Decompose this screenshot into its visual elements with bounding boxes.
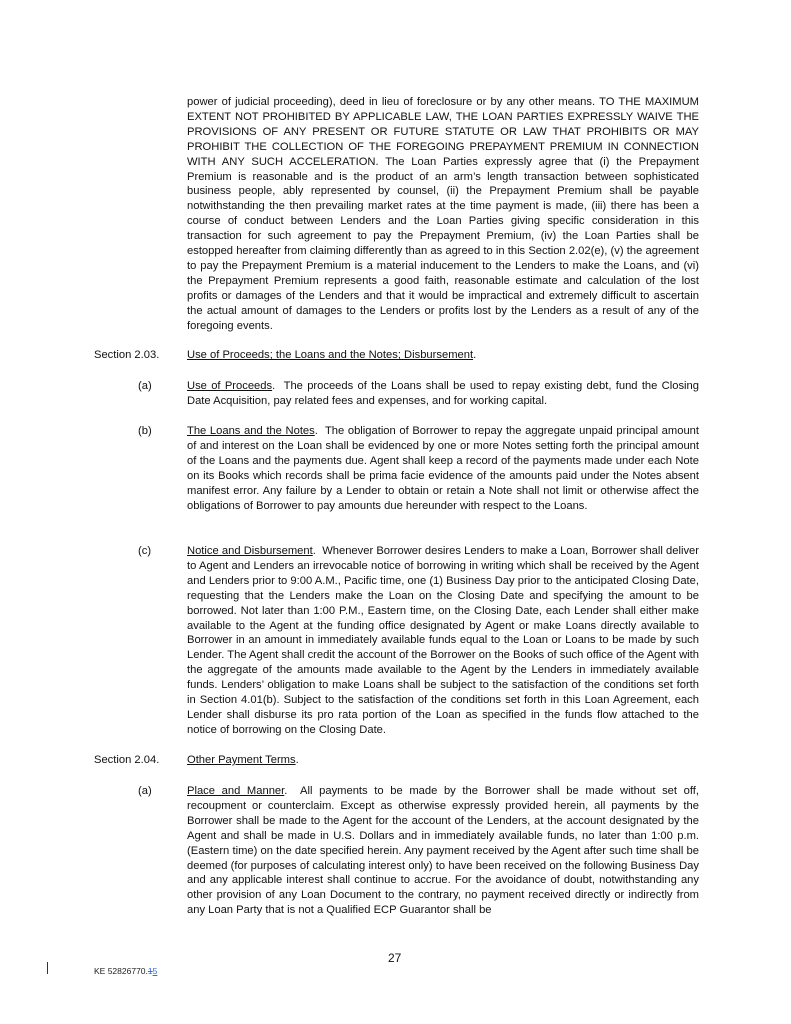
item-heading: Place and Manner bbox=[187, 785, 285, 797]
section-title: Other Payment Terms. bbox=[187, 754, 299, 766]
item-body: Whenever Borrower desires Lenders to make a Loan, Borrower shall deliver to Agent and Lenders an irrevocable notice of borrowing in writing which shall be received by the Agent and Lenders prior to 9:00 A.M., Pacific time, one (1) Business Day prior to the anticipated Closing Date, requesting that the Lenders make the Loan on the Closing Date and specifying the amount to be borrowed. Not later than 1:00 P.M., Eastern time, on the Closing Date, each Lender shall either make available to the Agent at the funding office designated by Agent or make Loans directly available to Borrower in an amount in immediately available funds equal to the Loan or Loans to be made by such Lender. The Agent shall credit the account of the Borrower on the Books of such office of the Agent with the aggregate of the amounts made available to the Agent by the Lenders in immediately available funds. Lenders’ obligation to make Loans shall be subject to the satisfaction of the conditions set forth in Section 4.01(b). Subject to the satisfaction of the conditions set forth in this Loan Agreement, each Lender shall disburse its pro rata portion of the Loan as specified in the funds flow attached to the notice of borrowing on the Closing Date. bbox=[187, 545, 700, 736]
item-heading: Notice and Disbursement bbox=[187, 545, 313, 557]
change-bar bbox=[47, 962, 48, 974]
item-body: The obligation of Borrower to repay the aggregate unpaid principal amount of and interest on the Loan shall be evidenced by one or more Notes setting forth the principal amount of the Loans and the payments due. Agent shall keep a record of the payments made under each Note on its Books which records shall be prima facie evidence of the amounts paid under the Notes absent manifest error. Any failure by a Lender to obtain or retain a Note shall not limit or otherwise affect the obligations of Borrower to pay amounts due hereunder with respect to the Loans. bbox=[187, 425, 700, 512]
item-body: All payments to be made by the Borrower shall be made without set off, recoupment or counterclaim. Except as otherwise expressly provided herein, all payments by the Borrower shall be made to the Agent for the account of the Lenders, at the account designated by the Agent and shall be made in U.S. Dollars and in immediately available funds, no later than 1:00 p.m. (Eastern time) on the date specified herein. Any payment received by the Agent after such time shall be deemed (for purposes of calculating interest only) to have been received on the following Business Day and any applicable interest shall continue to accrue. For the avoidance of doubt, notwithstanding any other provision of any Loan Document to the contrary, no payment received directly or indirectly from any Loan Party that is not a Qualified ECP Guarantor shall be bbox=[187, 785, 699, 917]
item-paragraph-notice-and-disbursement: Notice and Disbursement. Whenever Borrower desires Lenders to make a Loan, Borrower shall deliver to Agent and Lenders an irrevocable notice of borrowing in writing which shall be received by the Agent and Lenders prior to 9:00 A.M., Pacific time, one (1) Business Day prior to the anticipated Closing Date, requesting that the Lenders make the Loan on the Closing Date and specifying the amount to be borrowed. Not later than 1:00 P.M., Eastern time, on the Closing Date, each Lender shall either make available to the Agent at the funding office designated by Agent or make Loans directly available to Borrower in an amount in immediately available funds equal to the Loan or Loans to be made by such Lender. The Agent shall credit the account of the Borrower on the Books of such office of the Agent with the aggregate of the amounts made available to the Agent by the Lenders in immediately available funds. Lenders’ obligation to make Loans shall be subject to the satisfaction of the conditions set forth in Section 4.01(b). Subject to the satisfaction of the conditions set forth in this Loan Agreement, each Lender shall disburse its pro rata portion of the Loan as specified in the funds flow attached to the notice of borrowing on the Closing Date. bbox=[187, 545, 700, 736]
section-2-04-heading bbox=[94, 753, 704, 768]
revision-new: 5 bbox=[152, 966, 158, 976]
revision-old: 1 bbox=[147, 966, 153, 976]
item-heading: Use of Proceeds bbox=[187, 380, 273, 392]
section-number: Section 2.04. bbox=[94, 754, 160, 766]
item-paragraph-loans-and-notes: The Loans and the Notes. The obligation of Borrower to repay the aggregate unpaid principal amount of and interest on the Loan shall be evidenced by one or more Notes setting forth the principal amount of the Loans and the payments due. Agent shall keep a record of the payments made under each Note on its Books which records shall be prima facie evidence of the amounts paid under the Notes absent manifest error. Any failure by a Lender to obtain or retain a Note shall not limit or otherwise affect the obligations of Borrower to pay amounts due hereunder with respect to the Loans. bbox=[187, 425, 700, 512]
item-heading: The Loans and the Notes bbox=[187, 425, 315, 437]
item-label: (a) bbox=[138, 785, 152, 797]
item-label: (b) bbox=[138, 425, 152, 437]
section-2-03-heading bbox=[94, 348, 704, 363]
section-number: Section 2.03. bbox=[94, 349, 160, 361]
section-title: Use of Proceeds; the Loans and the Notes; Disbursement. bbox=[187, 349, 477, 361]
item-label: (a) bbox=[138, 380, 152, 392]
item-label: (c) bbox=[138, 545, 152, 557]
page-number: 27 bbox=[388, 951, 402, 965]
continuation-paragraph: power of judicial proceeding), deed in lieu of foreclosure or by any other means. TO THE MAXIMUM EXTENT NOT PROHIBITED BY APPLICABLE LAW, THE LOAN PARTIES EXPRESSLY WAIVE THE PROVISIONS OF ANY PRESENT OR FUTURE STATUTE OR LAW THAT PROHIBITS OR MAY PROHIBIT THE COLLECTION OF THE FOREGOING PREPAYMENT PREMIUM IN CONNECTION WITH ANY SUCH ACCELERATION. The Loan Parties expressly agree that (i) the Prepayment Premium is reasonable and is the product of an arm’s length transaction between sophisticated business people, ably represented by counsel, (ii) the Prepayment Premium shall be payable notwithstanding the then prevailing market rates at the time payment is made, (iii) there has been a course of conduct between Lenders and the Loan Parties giving specific consideration in this transaction for such agreement to pay the Prepayment Premium, (iv) the Loan Parties shall be estopped hereafter from claiming differently than as agreed to in this Section 2.02(e), (v) the agreement to pay the Prepayment Premium is a material inducement to the Lenders to make the Loans, and (vi) the Prepayment Premium represents a good faith, reasonable estimate and calculation of the lost profits or damages of the Lenders and that it would be impractical and extremely difficult to ascertain the actual amount of damages to the Lenders or profits lost by the Lenders as a result of any of the foregoing events. bbox=[187, 96, 699, 332]
item-body: The proceeds of the Loans shall be used to repay existing debt, fund the Closing Date Acquisition, pay related fees and expenses, and for working capital. bbox=[187, 380, 699, 407]
document-id: KE 52826770.15 bbox=[94, 966, 158, 976]
item-paragraph-use-of-proceeds: Use of Proceeds. The proceeds of the Loans shall be used to repay existing debt, fund the Closing Date Acquisition, pay related fees and expenses, and for working capital. bbox=[187, 380, 699, 407]
item-paragraph-place-and-manner: Place and Manner. All payments to be made by the Borrower shall be made without set off, recoupment or counterclaim. Except as otherwise expressly provided herein, all payments by the Borrower shall be made to the Agent for the account of the Lenders, at the account designated by the Agent and shall be made in U.S. Dollars and in immediately available funds, no later than 1:00 p.m. (Eastern time) on the date specified herein. Any payment received by the Agent after such time shall be deemed (for purposes of calculating interest only) to have been received on the following Business Day and any applicable interest shall continue to accrue. For the avoidance of doubt, notwithstanding any other provision of any Loan Document to the contrary, no payment received directly or indirectly from any Loan Party that is not a Qualified ECP Guarantor shall be bbox=[187, 785, 699, 917]
